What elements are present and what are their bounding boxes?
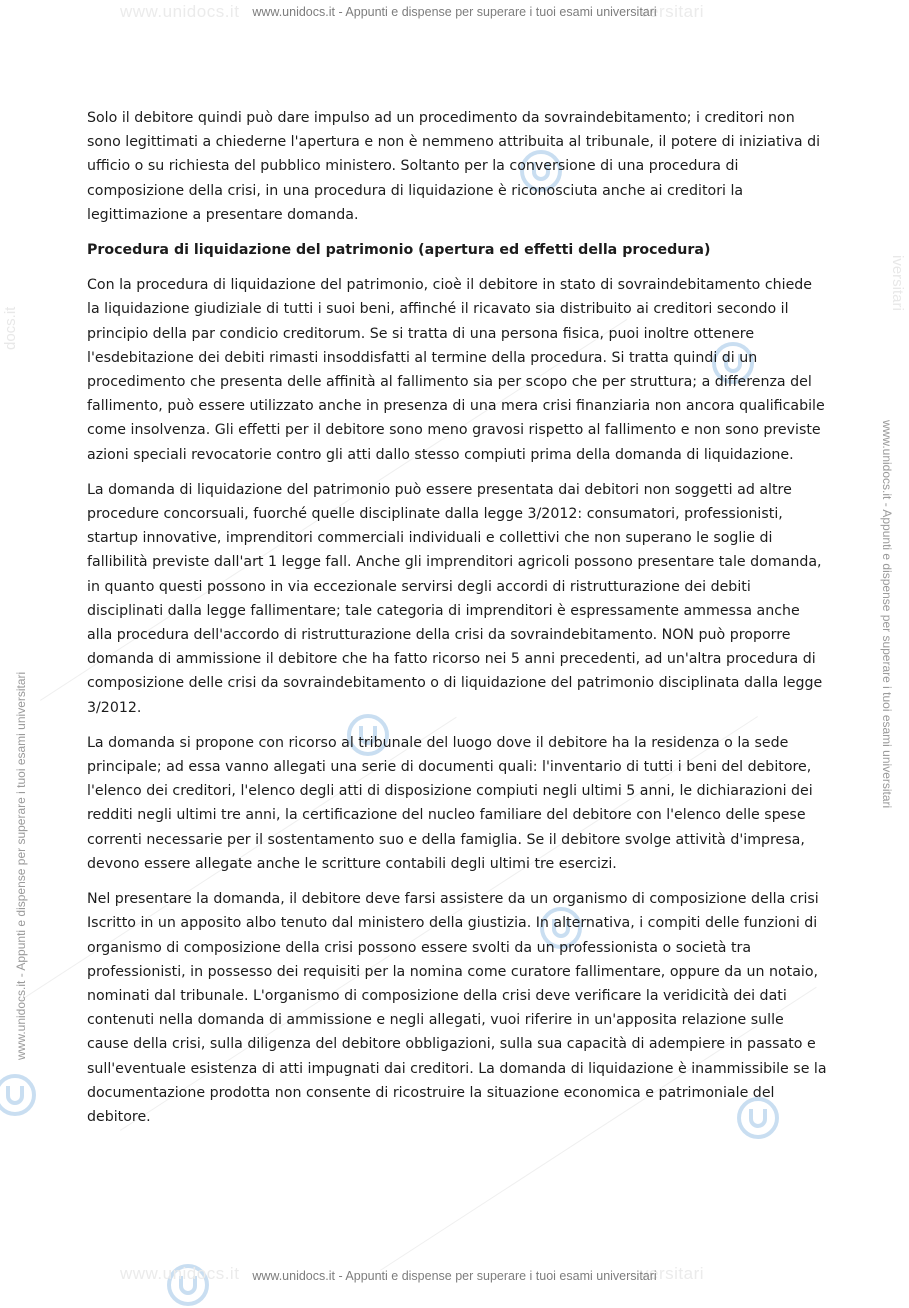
header-watermark-ghost: versitari xyxy=(640,2,705,21)
side-watermark-ghost: iversitari xyxy=(889,255,906,311)
paragraph: Solo il debitore quindi può dare impulso ad un procedimento da sovraindebitamento; i creditori non sono legittimati a chiederne l'apertura e non è nemmeno attribuita al tribunale, il potere di iniziativa di ufficio o su richiesta del pubblico ministero. Soltanto per la conversione di una procedura di composizione della crisi, in una procedura di liquidazione è riconosciuta anche ai creditori la legittimazione a presentare domanda. xyxy=(87,110,821,223)
header-watermark-ghost: www.unidocs.it xyxy=(120,2,240,21)
side-watermark-right: www.unidocs.it - Appunti e dispense per superare i tuoi esami universitari xyxy=(880,420,894,809)
paragraph: La domanda di liquidazione del patrimonio può essere presentata dai debitori non soggetti ad altre procedure concorsuali, fuorché quelle disciplinate dalla legge 3/2012: consumatori, professionisti, startup innovative, imprenditori commerciali individuali e collettivi che non superano le soglie di fallibilità previste dall'art 1 legge fall. Anche gli imprenditori agricoli possono presentare tale domanda, in quanto questi possono in via eccezionale servirsi degli accordi di ristrutturazione dei debiti disciplinati dalla legge fallimentare; tale categoria di imprenditori è espressamente ammessa anche alla procedura dell'accordo di ristrutturazione della crisi da sovraindebitamento. NON può proporre domanda di ammissione il debitore che ha fatto ricorso nei 5 anni precedenti, ad un'altra procedura di composizione delle crisi da sovraindebitamento o di liquidazione del patrimonio disciplinata dalla legge 3/2012. xyxy=(87,481,823,716)
footer-watermark-ghost: versitari xyxy=(640,1264,705,1283)
paragraph: Con la procedura di liquidazione del patrimonio, cioè il debitore in stato di sovraindebitamento chiede la liquidazione giudiziale di tutti i suoi beni, affinché il ricavato sia distribuito ai creditori secondo il principio della par condicio creditorum. Se si tratta di una persona fisica, puoi inoltre ottenere l'esdebitazione dei debiti rimasti insoddisfatti al termine della procedura. Si tratta quindi di un procedimento che presenta delle affinità al fallimento sia per scopo che per struttura; a differenza del fallimento, può essere utilizzato anche in presenza di una mera crisi finanziaria non ancora qualificabile come insolvenza. Gli effetti per il debitore sono meno gravosi rispetto al fallimento e non sono previste azioni speciali revocatorie contro gli atti dallo stesso compiuti prima della domanda di liquidazione. xyxy=(87,277,825,463)
document-body xyxy=(87,106,827,1140)
header-watermark: www.unidocs.it - Appunti e dispense per superare i tuoi esami universitari xyxy=(252,5,657,19)
paragraph: Nel presentare la domanda, il debitore deve farsi assistere da un organismo di composizione della crisi Iscritto in un apposito albo tenuto dal ministero della giustizia. In alternativa, i compiti delle funzioni di organismo di composizione della crisi possono essere svolti da un professionista o società tra professionisti, in possesso dei requisiti per la nomina come curatore fallimentare, oppure da un notaio, nominati dal tribunale. L'organismo di composizione della crisi deve verificare la veridicità dei dati contenuti nella domanda di ammissione e negli allegati, vuoi riferire in un'apposita relazione sulle cause della crisi, sulla diligenza del debitore obbligazioni, sulla sua capacità di adempiere in passato e sull'eventuale esistenza di atti impugnati dai creditori. La domanda di liquidazione è inammissibile se la documentazione prodotta non consente di ricostruire la situazione economica e patrimoniale del debitore. xyxy=(87,891,827,1125)
side-watermark-left: www.unidocs.it - Appunti e dispense per superare i tuoi esami universitari xyxy=(14,671,28,1060)
section-heading: Procedura di liquidazione del patrimonio (apertura ed effetti della procedura) xyxy=(87,242,711,259)
footer-watermark-ghost: www.unidocs.it xyxy=(120,1264,240,1283)
unidocs-logo-icon xyxy=(0,1072,38,1118)
paragraph: La domanda si propone con ricorso al tribunale del luogo dove il debitore ha la residenza o la sede principale; ad essa vanno allegati una serie di documenti quali: l'inventario di tutti i beni del debitore, l'elenco dei creditori, l'elenco degli atti di disposizione compiuti negli ultimi 5 anni, le dichiarazioni dei redditi negli ultimi tre anni, la certificazione del nucleo familiare del debitore con l'elenco delle spese correnti necessarie per il sostentamento suo e della famiglia. Se il debitore svolge attività d'impresa, devono essere allegate anche le scritture contabili degli ultimi tre esercizi. xyxy=(87,734,813,872)
footer-watermark: www.unidocs.it - Appunti e dispense per superare i tuoi esami universitari xyxy=(252,1269,657,1283)
side-watermark-ghost: docs.it xyxy=(2,306,19,350)
